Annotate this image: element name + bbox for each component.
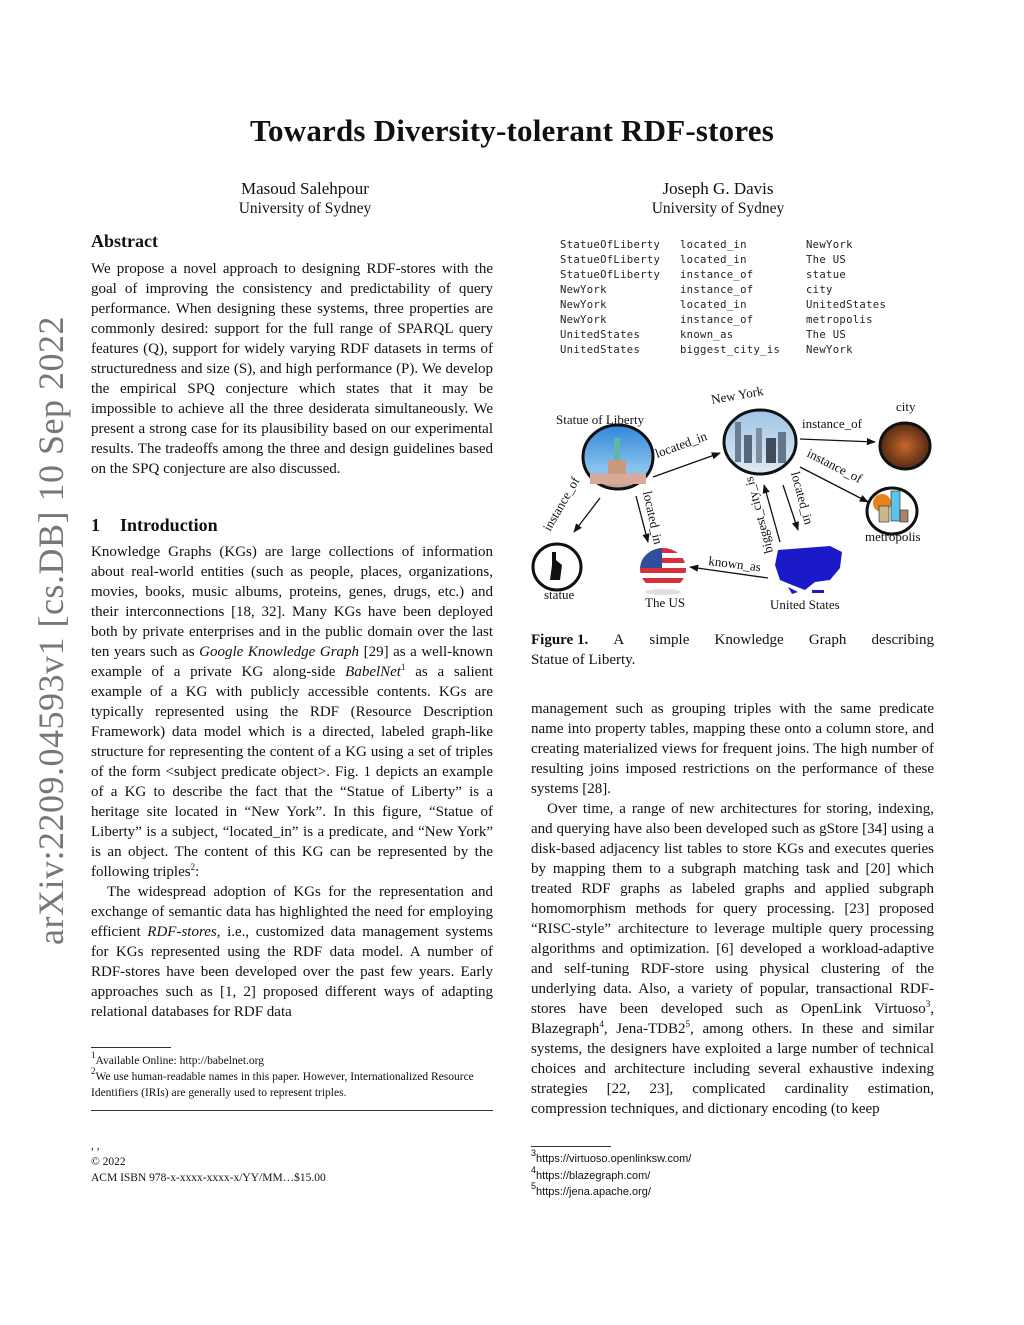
triple-row: NewYork instance_of city xyxy=(560,284,833,296)
footnote-ref[interactable]: 5 xyxy=(685,1019,690,1029)
svg-text:located_in: located_in xyxy=(652,428,709,461)
footnote-ref[interactable]: 3 xyxy=(925,999,931,1009)
svg-text:located_in: located_in xyxy=(788,469,817,527)
footnote-link[interactable]: https://jena.apache.org/ xyxy=(536,1186,651,1198)
node-united-states xyxy=(770,546,842,612)
svg-text:instance_of: instance_of xyxy=(804,445,865,486)
triple-row: StatueOfLiberty located_in NewYork xyxy=(560,239,853,251)
svg-text:New York: New York xyxy=(709,383,765,407)
copyright-block xyxy=(91,1138,496,1186)
node-new-york xyxy=(710,383,796,474)
svg-text:The US: The US xyxy=(645,595,686,610)
copyright-year: © 2022 xyxy=(91,1156,126,1168)
paragraph: Knowledge Graphs (KGs) are large collections of information about real-world entities (such as people, places, organizations, movies, books, music albums, proteins, genes, drugs, etc.) and their interconnections [18, 32]. Many KGs have been deployed both by private enterprises and in the public domain over the last ten years such as Google Knowledge Graph [29] as a well-known example of a private KG along-side BabelNet$^1$ as a salient example of a KG with publicly accessible contents. KGs are typically represented using the RDF (Resource Description Framework) data model which is a directed, labeled graph-like structure for representing the content of a KG using a set of triples of the form <subject predicate object>. Fig. 1 depicts an example of a KG to describe the fact that the “Statue of Liberty” is a heritage site located in “New York”. In this figure, “Statue of Liberty” is a subject, “located_in” is a predicate, and “New York” is an object. The content of this KG can be represented by the following triples$^2$: xyxy=(91,544,494,880)
author-block-1 xyxy=(200,179,410,219)
footnote-link[interactable]: https://blazegraph.com/ xyxy=(536,1169,651,1182)
triple-row: StatueOfLiberty located_in The US xyxy=(560,254,847,266)
svg-text:instance_of: instance_of xyxy=(539,474,583,534)
emphasis: RDF-stores xyxy=(147,924,217,940)
svg-text:located_in: located_in xyxy=(640,489,666,546)
footnotes-left xyxy=(91,1050,496,1101)
section-title: Introduction xyxy=(120,515,218,535)
footnote: $^5$https://jena.apache.org/ xyxy=(531,1181,651,1198)
svg-text:statue: statue xyxy=(544,587,575,602)
author-block-2 xyxy=(613,179,823,219)
footnote: $^3$https://virtuoso.openlinksw.com/ xyxy=(531,1148,692,1165)
emphasis: BabelNet xyxy=(345,664,401,680)
footnote: $^2$We use human-readable names in this paper. However, Internationalized Resource Identifiers (IRIs) are generally used to represent triples. xyxy=(91,1066,474,1099)
footnote-ref[interactable]: 2 xyxy=(190,862,196,872)
edge-sol-statue xyxy=(574,498,600,532)
knowledge-graph-figure xyxy=(530,380,950,620)
triple-row: StatueOfLiberty instance_of statue xyxy=(560,269,847,281)
svg-text:biggest_city_is: biggest_city_is xyxy=(741,475,776,556)
footnote: $^4$https://blazegraph.com/ xyxy=(531,1164,651,1182)
triple-row: UnitedStates known_as The US xyxy=(560,329,847,341)
footnote-link[interactable]: https://virtuoso.openlinksw.com/ xyxy=(536,1153,692,1165)
author-affiliation: University of Sydney xyxy=(238,200,372,217)
triples-listing xyxy=(560,238,886,358)
node-the-us xyxy=(640,548,686,610)
section-heading-introduction xyxy=(91,515,218,536)
svg-text:known_as: known_as xyxy=(707,553,762,575)
footnote-divider xyxy=(91,1047,171,1048)
svg-text:Statue of Liberty: Statue of Liberty xyxy=(556,412,645,427)
triple-row: NewYork instance_of metropolis xyxy=(560,314,873,326)
svg-text:city: city xyxy=(896,399,916,414)
isbn: ACM ISBN 978-x-xxxx-xxxx-x/YY/MM…$15.00 xyxy=(91,1172,326,1184)
figure-caption: Figure 1. A simple Knowledge Graph describing Statue of Liberty. xyxy=(531,632,934,668)
arxiv-stamp: arXiv:2209.04593v1 [cs.DB] 10 Sep 2022 xyxy=(31,316,71,945)
footnote-ref[interactable]: 4 xyxy=(599,1019,604,1029)
abstract-body xyxy=(91,259,493,479)
svg-text:metropolis: metropolis xyxy=(865,529,921,544)
footnotes-right xyxy=(531,1148,931,1201)
abstract-heading: Abstract xyxy=(91,231,158,251)
copyright-divider xyxy=(91,1110,493,1111)
figure-label: Figure 1. xyxy=(531,632,589,648)
author-name: Masoud Salehpour xyxy=(241,179,369,198)
edge-ny-city xyxy=(800,439,875,442)
node-metropolis xyxy=(865,488,921,544)
conference-info: , , xyxy=(91,1140,100,1152)
right-column-body xyxy=(531,699,934,1119)
author-affiliation: University of Sydney xyxy=(651,200,785,217)
paper-title: Towards Diversity-tolerant RDF-stores xyxy=(250,113,774,148)
triple-row: NewYork located_in UnitedStates xyxy=(560,299,887,311)
paragraph: management such as grouping triples with the same predicate name into property tables, mapping these onto a column store, and creating materialized views for frequent joins. The high number of resulting joins imposed restrictions on the performance of these systems [28]. xyxy=(531,701,934,797)
svg-text:United States: United States xyxy=(770,597,840,612)
paragraph: The widespread adoption of KGs for the representation and exchange of semantic data has highlighted the need for employing efficient RDF-stores, i.e., customized data management systems for KGs represented using the RDF data model. A number of RDF-stores have been developed over the past few years. Early approaches such as [1, 2] proposed different ways of adapting relational databases for RDF data xyxy=(91,884,493,1020)
footnote-divider xyxy=(531,1146,611,1147)
author-name: Joseph G. Davis xyxy=(662,179,774,198)
footnote-ref[interactable]: 1 xyxy=(400,662,406,672)
node-city xyxy=(880,399,930,469)
paragraph: Over time, a range of new architectures for storing, indexing, and querying have also been developed such as gStore [34] using a disk-based adjacency list tables to store KGs and executes queries by mapping them to a subgraph matching task and [20] which treated RDF graphs as labeled graphs and applied subgraph homomorphism methods for query processing. [23] proposed “RISC-style” architecture to leverage multiple query processing algorithms and optimization. [6] developed a workload-adaptive and self-tuning RDF-store using physical clustering of the underlying data. Also, a variety of popular, transactional RDF-stores have been developed such as OpenLink Virtuoso$^3$, Blazegraph$^4$, Jena-$TDB2^5$, among others. In these and similar systems, the designers have exploited a large number of technical choices and architecture including several exhaustive indexing strategies [22, 23], complicated cardinality estimation, compression techniques, and dictionary encoding (to keep xyxy=(531,801,934,1117)
introduction-body xyxy=(91,542,493,1022)
emphasis: Google Knowledge Graph xyxy=(199,644,360,660)
svg-text:instance_of: instance_of xyxy=(802,416,862,431)
triple-row: UnitedStates biggest_city_is NewYork xyxy=(560,344,853,356)
node-statue xyxy=(533,544,581,602)
abstract-text: We propose a novel approach to designing RDF-stores with the goal of improving the consistency and predictability of query performance. When designing these systems, three properties are commonly desired: support for the full range of SPARQL query features (Q), support for widely varying RDF datasets in terms of structuredness and size (S), and high performance (P). We develop the empirical SPQ conjecture which states that it may be impossible to achieve all the three desiderata simultaneously. We present a strong case for its plausibility based on our experimental results. The tradeoffs among the three and design guidelines based on the SPQ conjecture are also discussed. xyxy=(91,261,493,477)
footnote: $^1$Available Online: http://babelnet.org xyxy=(91,1050,265,1067)
section-number: 1 xyxy=(91,515,100,535)
